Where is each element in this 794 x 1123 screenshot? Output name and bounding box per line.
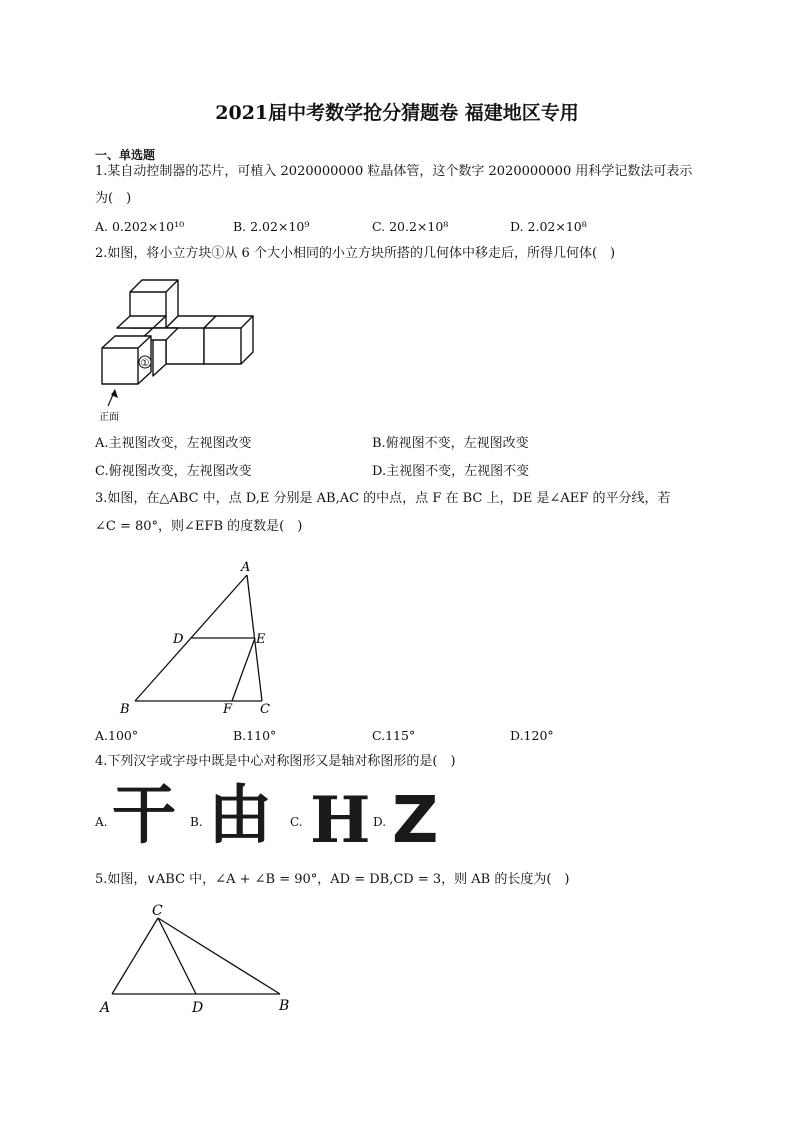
q3-option-d[interactable]: D.120° [510,728,554,743]
q5-text: 5.如图，∨ABC 中，∠A + ∠B = 90°，AD = DB,CD = 3，则 AB 的长度为( ) [95,872,570,887]
q4-option-d-label[interactable]: D. [373,815,387,829]
q2-option-d[interactable]: D.主视图不变，左视图不变 [372,464,530,479]
point-d-label: D [173,632,184,647]
point-a-label: A [100,1000,111,1016]
point-e-label: E [256,632,266,647]
q3-option-c[interactable]: C.115° [372,728,416,743]
q3-option-a[interactable]: A.100° [95,728,139,743]
cube-front-label: 正面 [99,412,119,423]
q1-text-line1: 1.某自动控制器的芯片，可植入 2020000000 粒晶体管，这个数字 2020000000 用科学记数法可表示 [95,164,693,179]
point-b-label: B [120,702,130,717]
cube-marker-label: ① [140,358,150,369]
q3-text-line1: 3.如图，在△ABC 中，点 D,E 分别是 AB,AC 的中点，点 F 在 BC 上，DE 是∠AEF 的平分线，若 [95,491,671,506]
q1-text-line2: 为( ) [95,191,132,206]
point-d-label: D [192,1000,204,1016]
q1-option-a[interactable]: A. 0.202×10¹⁰ [95,219,185,234]
q2-cube-figure [95,272,265,430]
q1-option-d[interactable]: D. 2.02×10⁸ [510,219,587,234]
q3-triangle-figure [110,555,290,720]
q5-triangle-figure [95,896,305,1021]
q1-option-b[interactable]: B. 2.02×10⁹ [233,219,310,234]
q4-glyph-d: Z [392,784,439,858]
q2-option-b[interactable]: B.俯视图不变，左视图改变 [372,436,529,451]
point-a-label: A [241,560,251,575]
q4-option-b-label[interactable]: B. [190,815,203,829]
point-f-label: F [223,702,233,717]
q4-glyph-c: H [310,783,371,858]
q2-text: 2.如图，将小立方块①从 6 个大小相同的小立方块所搭的几何体中移走后，所得几何体( ) [95,246,616,261]
q4-glyph-a: 干 [112,779,176,853]
point-c-label: C [260,702,270,717]
cube-right-2 [204,316,253,364]
q1-option-c[interactable]: C. 20.2×10⁸ [372,219,449,234]
section-heading: 一、单选题 [95,148,156,162]
q2-option-c[interactable]: C.俯视图改变，左视图改变 [95,464,252,479]
page-title: 2021届中考数学抢分猜题卷 福建地区专用 [215,102,579,124]
segment-ca [112,918,158,994]
q4-text: 4.下列汉字或字母中既是中心对称图形又是轴对称图形的是( ) [95,754,456,769]
point-b-label: B [279,998,290,1014]
point-c-label: C [152,903,163,919]
q4-glyph-b: 由 [208,779,272,853]
q3-text-line2: ∠C = 80°，则∠EFB 的度数是( ) [95,519,303,534]
q3-option-b[interactable]: B.110° [233,728,277,743]
segment-ef [232,638,255,701]
q4-option-a-label[interactable]: A. [95,815,108,829]
q4-option-c-label[interactable]: C. [290,815,303,829]
q2-option-a[interactable]: A.主视图改变，左视图改变 [95,436,252,451]
